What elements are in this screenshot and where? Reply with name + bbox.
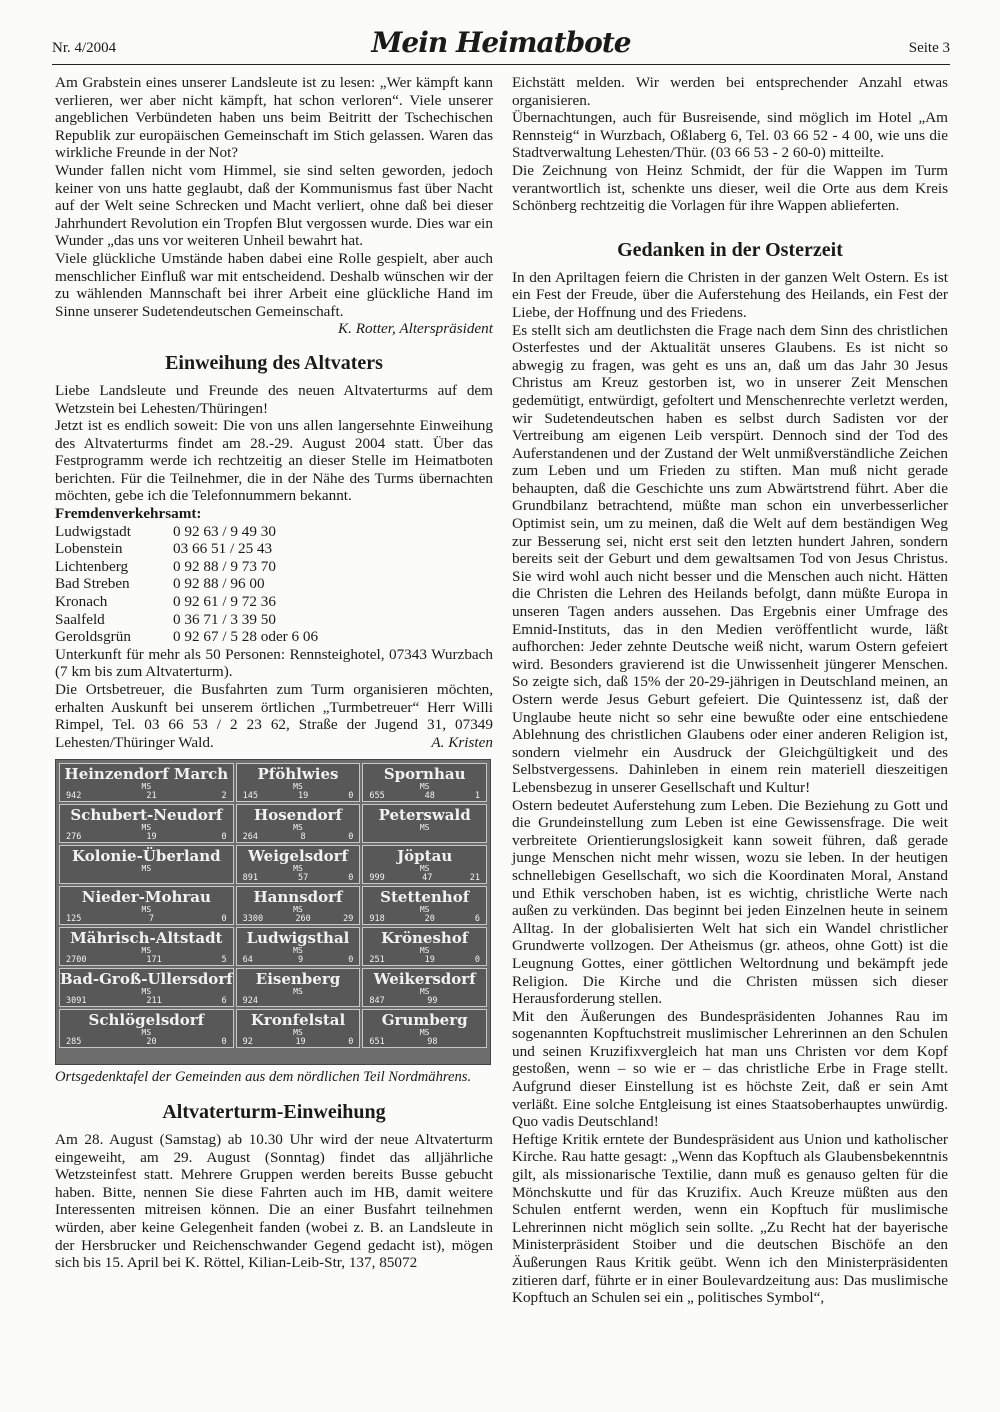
paragraph: Viele glückliche Umstände haben dabei eine Rolle gespielt, aber auch menschlicher Einfluß war mit entscheidend. Deshalb wünschen wir der zu wählenden Mannschaft bei ihrer Arbeit eine glückliche Hand im Sinne unserer Sudetendeutschen Gemeinschaft. [55, 249, 493, 320]
contact-row [55, 575, 318, 593]
plaque-sign [59, 968, 234, 1007]
sign-number: 251 [369, 955, 385, 966]
sign-number: 19 [146, 832, 157, 843]
plaque-sign [59, 886, 234, 925]
sign-number: 20 [146, 1037, 157, 1048]
sign-number: 0 [348, 832, 354, 843]
sign-number: 7 [148, 914, 155, 925]
village-name: Schlögelsdorf [88, 1011, 205, 1030]
contact-row [55, 558, 318, 576]
sign-numbers [237, 832, 360, 842]
issue-number: Nr. 4/2004 [52, 40, 117, 56]
sign-numbers [237, 996, 360, 1006]
paragraph: Heftige Kritik erntete der Bundespräsident aus Union und katholischer Kirche. Rau hatte gesagt: „Wenn das Kopftuch als Glaubensbekenntnis gilt, als missionarische Textilie, dann muß es genauso gelten für die Mönchskutte und für das Kruzifix. Auch Kreuze müßten aus den Schulen entfernt werden, wenn ein Kopftuch für muslimische Lehrerinnen nicht möglich sein sollte. „Zu Recht hat der bayerische Ministerpräsident Stoiber und die deutschen Bischöfe an den Äußerungen Raus Kritik geübt. Wenn ich den Ministerpräsidenten zitieren darf, führte er in einer Boulevardzeitung aus: Das muslimische Kopftuch an Schulen sei ein „ politisches Symbol“, [512, 1130, 948, 1307]
sign-number: 92 [242, 1037, 253, 1048]
contact-phone: 0 92 61 / 9 72 36 [173, 593, 276, 611]
plaque-sign [236, 927, 361, 966]
plaque-sign [59, 804, 234, 843]
village-name: Weigelsdorf [248, 847, 348, 866]
sign-number: 651 [369, 1037, 385, 1048]
sign-numbers [60, 914, 233, 924]
right-column [512, 74, 948, 1307]
sign-ms-label: MS [141, 905, 152, 915]
sign-number: 19 [295, 1037, 306, 1048]
sign-number: 19 [424, 955, 435, 966]
sign-number: 924 [242, 996, 259, 1007]
page-header [52, 28, 950, 65]
contact-phone: 0 92 63 / 9 49 30 [173, 522, 276, 540]
sign-ms-label: MS [293, 782, 303, 792]
plaque-sign [236, 1009, 361, 1048]
masthead-logo: Mein Heimatbote [371, 26, 631, 59]
paragraph: Liebe Landsleute und Freunde des neuen Altvaterturms auf dem Wetzstein bei Lehesten/Thüringen! [55, 381, 493, 417]
sign-ms-label: MS [419, 987, 430, 997]
contact-phone: 0 92 88 / 96 00 [173, 575, 265, 593]
plaque-sign [362, 845, 487, 884]
plaque-sign [362, 763, 487, 802]
sign-ms-label: MS [419, 823, 430, 833]
sign-number: 98 [427, 1037, 438, 1048]
village-name: Peterswald [378, 806, 471, 825]
sign-number: 57 [297, 873, 309, 884]
sign-number: 0 [221, 832, 227, 843]
village-name: Kröneshof [381, 929, 469, 948]
sign-number: 99 [427, 996, 438, 1007]
sign-number: 264 [242, 832, 259, 843]
sign-number: 847 [369, 996, 385, 1007]
sign-number: 171 [146, 955, 162, 966]
sign-number: 260 [295, 914, 311, 925]
plaque-sign [362, 968, 487, 1007]
sign-number: 0 [221, 914, 227, 925]
sign-numbers [60, 791, 233, 801]
sign-ms-label: MS [419, 864, 430, 874]
contact-place: Saalfeld [55, 610, 105, 628]
sign-number: 2 [221, 791, 227, 802]
contact-place: Ludwigstadt [55, 522, 131, 540]
plaque-sign [236, 804, 361, 843]
village-name: Spornhau [383, 765, 466, 784]
sign-number: 64 [242, 955, 253, 966]
paragraph: Es stellt sich am deutlichsten die Frage nach dem Sinn des christlichen Osterfestes und der Aktualität unseres Glaubens. Es ist nicht so abwegig zu fragen, was geht es uns an, daß um das Jahr 30 Jesus Christus am Kreuz gestorben ist, wo in unserer Zeit Menschen gedemütigt, entwürdigt, gefoltert und Menschenrechte verletzt werden, wir Sudetendeutschen haben es selbst durch Sadisten vor der Vertreibung am eigenen Leib verspürt. Dennoch sind der Tod des Auferstandenen und der Zustand der Welt unmißverständliche Zeichen zum Leben und um Frieden zu stiften. Man muß nicht gerade behaupten, daß die Geschichte uns zum Abwärtstrend führt. Aber die Grundbilanz betrachtend, müßte man schon ein unverbesserlicher Optimist sein, um zu meinen, daß die Welt auf dem beständigen Weg zur Besserung sei, nicht erst seit den letzten hundert Jahren, sondern bereits seit der Geburt und dem gewaltsamen Tod von Jesus Christus. Sie wird wohl auch nicht besser und die Menschen auch nicht. Hätten die Christen die Lehren des Heilands befolgt, dann müßte Europa in unseren Tagen anders aussehen. Das Ergebnis einer Umfrage des Emnid-Instituts, das in den Medien veröffentlicht wurde, läßt aufhorchen: Jeder zehnte Deutsche weiß nicht, warum Ostern gefeiert wird. Besonders gravierend ist die Unwissenheit jüngerer Menschen. So zeigte sich, daß 15% der 20-29-jährigen in Deutschland meinen, an Ostern werde Jesus Geburt gefeiert. Die Quintessenz ist, daß der Unglaube heute nicht so sehr eine bewußte oder eine entschiedene Ablehnung des christlichen Glaubens oder einer anderen Religion ist, sondern vielmehr ein Ausdruck der Gleichgültigkeit und des Selbstvergessens. Dahinleben in einem rein materiell dieszeitigen Lebensbezug in unserer Gesellschaft und Kultur! [512, 321, 948, 796]
village-name: Grumberg [381, 1011, 468, 1030]
plaque-sign [362, 886, 487, 925]
plaque-sign [236, 968, 361, 1007]
sign-number: 0 [348, 955, 354, 966]
sign-number: 125 [66, 914, 82, 925]
contact-phone: 0 92 88 / 9 73 70 [173, 557, 276, 575]
sign-number: 21 [469, 873, 480, 884]
sign-number: 211 [146, 996, 162, 1007]
sign-numbers [237, 873, 360, 883]
sign-numbers [237, 955, 360, 965]
sign-number: 918 [369, 914, 385, 925]
sign-number: 19 [297, 791, 309, 802]
plaque-sign [59, 763, 234, 802]
contact-place: Kronach [55, 593, 108, 611]
contact-phone: 0 92 67 / 5 28 oder 6 06 [173, 628, 319, 646]
sign-numbers [60, 1037, 233, 1047]
paragraph: Übernachtungen, auch für Busreisende, sind möglich im Hotel „Am Rennsteig“ in Wurzbach, Oßlaberg 6, Tel. 03 66 52 - 4 00, wie uns die Stadtverwaltung Lehesten/Thür. (03 66 53 - 2 60-0) mitteilte. [512, 109, 948, 162]
sign-number: 3091 [66, 996, 87, 1007]
village-name: Ludwigsthal [246, 929, 350, 948]
sign-number: 0 [348, 791, 354, 802]
plaque-sign [236, 763, 361, 802]
sign-ms-label: MS [141, 823, 152, 833]
left-column [55, 74, 493, 1272]
plaque-sign [59, 927, 234, 966]
contact-row [55, 523, 318, 541]
village-name: Bad-Groß-Ullersdorf [60, 970, 233, 989]
photo-caption: Ortsgedenktafel der Gemeinden aus dem nördlichen Teil Nordmährens. [55, 1069, 472, 1086]
sign-numbers [363, 873, 486, 883]
contact-place: Lobenstein [55, 540, 123, 558]
paragraph: Jetzt ist es endlich soweit: Die von uns allen langersehnte Einweihung des Altvaterturms findet am 28.-29. August 2004 statt. Über das Festprogramm werde ich rechtzeitig an dieser Stelle im Heimatboten berichten. Für die Teilnehmer, die in der Nähe des Turms übernachten möchten, gebe ich die Telefonnummern bekannt. [55, 417, 493, 505]
sign-ms-label: MS [293, 905, 303, 915]
sign-numbers [60, 832, 233, 842]
sign-ms-label: MS [419, 1028, 430, 1038]
sign-number: 0 [221, 1037, 227, 1048]
sign-ms-label: MS [293, 823, 303, 833]
contact-place: Geroldsgrün [55, 628, 131, 646]
contacts-title: Fremdenverkehrsamt: [55, 505, 202, 523]
sign-number: 3300 [242, 914, 264, 925]
contact-row [55, 628, 318, 646]
heading-einweihung: Einweihung des Altvaters [165, 351, 383, 374]
sign-number: 9 [298, 955, 304, 966]
plaque-sign [59, 845, 234, 884]
sign-number: 145 [242, 791, 259, 802]
contact-row [55, 593, 318, 611]
sign-number: 48 [424, 791, 435, 802]
sign-number: 891 [242, 873, 259, 884]
heading-osterzeit: Gedanken in der Osterzeit [617, 238, 843, 261]
page-number: Seite 3 [908, 40, 950, 56]
village-name: Pföhlwies [257, 765, 339, 784]
sign-number: 47 [422, 873, 433, 884]
contact-place: Lichtenberg [55, 557, 129, 575]
paragraph: Wunder fallen nicht vom Himmel, sie sind selten geworden, jedoch keiner von uns hatte geglaubt, daß der Kommunismus fast über Nacht auf der Welt seine Schrecken und Macht verliert, ohne daß bei dieser Jahrhundert Revolution ein Tropfen Blut vergossen wurde. Dies war ein Wunder „das uns vor weiteren Unheil bewahrt hat. [55, 161, 493, 250]
village-name: Hosendorf [254, 806, 342, 825]
sign-ms-label: MS [141, 987, 152, 997]
sign-numbers [60, 996, 233, 1006]
signature: A. Kristen [431, 733, 493, 751]
plaque-sign [59, 1009, 234, 1048]
sign-number: 20 [424, 914, 435, 925]
signature: K. Rotter, Alterspräsident [338, 320, 493, 338]
sign-ms-label: MS [141, 864, 152, 874]
sign-number: 2700 [66, 955, 87, 966]
village-name: Nieder-Mohrau [81, 888, 211, 907]
sign-ms-label: MS [419, 905, 430, 915]
sign-number: 942 [66, 791, 82, 802]
sign-number: 0 [348, 1037, 354, 1048]
plaque-sign [236, 886, 361, 925]
paragraph: Eichstätt melden. Wir werden bei entsprechender Anzahl etwas organisieren. [512, 74, 948, 109]
contact-phone: 03 66 51 / 25 43 [173, 540, 273, 558]
sign-ms-label: MS [293, 1028, 303, 1038]
plaque-sign [362, 804, 487, 843]
sign-numbers [363, 914, 486, 924]
sign-numbers [363, 996, 486, 1006]
village-name: Heinzendorf March [64, 765, 229, 784]
plaque-sign [236, 845, 361, 884]
village-name: Kolonie-Überland [72, 847, 221, 866]
contact-phone: 0 36 71 / 3 39 50 [173, 610, 276, 628]
plaque-sign [362, 1009, 487, 1048]
village-name: Eisenberg [255, 970, 341, 989]
village-name: Weikersdorf [373, 970, 476, 989]
sign-number: 655 [369, 791, 385, 802]
contact-row [55, 611, 318, 629]
sign-numbers [363, 955, 486, 965]
plaque-sign [362, 927, 487, 966]
sign-number: 21 [146, 791, 157, 802]
contacts-table [55, 523, 318, 646]
sign-ms-label: MS [419, 946, 430, 956]
contact-place: Bad Streben [55, 575, 130, 593]
paragraph: Mit den Äußerungen des Bundespräsidenten Johannes Rau im sogenannten Kopftuchstreit muslimischer Lehrerinnen an den Schulen und seinen Kruzifixvergleich hat man uns Christen vor dem Kopf gestoßen, wenn – so wie er – das christliche Erbe in Frage stellt. Aufgrund dieser Einstellung ist es höchste Zeit, daß er sein Amt verläßt. Eine solche Entgleisung ist eines Staatsoberhauptes unwürdig. Quo vadis Deutschland! [512, 1007, 948, 1131]
heading-altvaterturm: Altvaterturm-Einweihung [162, 1100, 386, 1123]
sign-number: 6 [221, 996, 227, 1007]
contact-row [55, 540, 318, 558]
sign-number: 0 [348, 873, 354, 884]
village-name: Hannsdorf [253, 888, 343, 907]
sign-ms-label: MS [419, 782, 430, 792]
sign-number: 6 [474, 914, 480, 925]
sign-ms-label: MS [293, 987, 303, 997]
paragraph: In den Apriltagen feiern die Christen in der ganzen Welt Ostern. Es ist ein Fest der Freude, über die Auferstehung des Heilands, ein Fest der Liebe, der Hoffnung und des Friedens. [512, 268, 948, 321]
sign-ms-label: MS [141, 1028, 152, 1038]
sign-numbers [237, 914, 360, 924]
paragraph: Am Grabstein eines unserer Landsleute ist zu lesen: „Wer kämpft kann verlieren, wer aber nicht kämpft, hat schon verloren“. Viele unserer angeblichen Verbündeten haben uns beim Beitritt der Tschechischen Republik zur europäischen Gemeinschaft im Stich gelassen. Waren das wirkliche Freunde in der Not? [55, 74, 493, 162]
sign-ms-label: MS [141, 946, 152, 956]
sign-number: 0 [474, 955, 480, 966]
sign-ms-label: MS [293, 946, 303, 956]
sign-numbers [237, 791, 360, 801]
sign-ms-label: MS [141, 782, 152, 792]
sign-number: 285 [66, 1037, 82, 1048]
village-name: Kronfelstal [250, 1011, 346, 1030]
sign-number: 1 [474, 791, 480, 802]
memorial-plaque-photo [55, 759, 491, 1065]
sign-numbers [237, 1037, 360, 1047]
sign-number: 276 [66, 832, 82, 843]
paragraph: Die Ortsbetreuer, die Busfahrten zum Turm organisieren möchten, erhalten Auskunft bei unserem örtlichen „Turmbetreuer“ Herr Willi Rimpel, Tel. 03 66 53 / 2 23 62, Straße der Jugend 31, 07349 Lehesten/Thüringer Wald. A. Kristen [55, 681, 493, 751]
sign-numbers [60, 955, 233, 965]
sign-number: 999 [369, 873, 385, 884]
village-name: Mährisch-Altstadt [70, 929, 223, 948]
paragraph: Ostern bedeutet Auferstehung zum Leben. Die Beziehung zu Gott und die Grundeinstellung zum Leben ist eine Gewissensfrage. Die weit verbreitete Orientierungslosigkeit kann soweit führen, daß gerade junge Menschen nicht mehr wissen, wozu sie leben. In der heutigen schnellebigen Gesellschaft, wo sich die Koordinaten Moral, Anstand und Ethik verschoben haben, ist es wichtig, christliche Werte nach außen zu verkünden. Das beginnt bei jeden Einzelnen heute in seinem Alltag. In der globalisierten Welt hat sich ein Wandel christlicher Grundwerte vollzogen. Der Atheismus (gr. atheos, ohne Gott) ist die Leugnung Gottes, einer göttlichen Weltordnung und bekämpft jede Religion. Die Kirche und die Christen müssen sich dieser Herausforderung stellen. [512, 796, 948, 1008]
village-name: Schubert-Neudorf [70, 806, 223, 825]
sign-number: 8 [300, 832, 306, 843]
sign-number: 5 [221, 955, 227, 966]
village-name: Jöptau [397, 847, 453, 866]
village-name: Stettenhof [380, 888, 470, 907]
sign-number: 29 [343, 914, 354, 925]
paragraph: Die Zeichnung von Heinz Schmidt, der für die Wappen im Turm verantwortlich ist, schenkte uns dieser, weil die Orte aus dem Kreis Schönberg rechtzeitig die Vorlagen für ihre Wappen ablieferten. [512, 161, 948, 215]
sign-numbers [363, 1037, 486, 1047]
paragraph: Am 28. August (Samstag) ab 10.30 Uhr wird der neue Altvaterturm eingeweiht, am 29. August (Sonntag) findet das alljährliche Wetzsteinfest statt. Mehrere Gruppen werden bereits Busse gebucht haben. Bitte, nennen Sie diese Fahrten auch im HB, damit weitere Interessenten mitreisen können. Die an einer Busfahrt teilnehmen würden, aber keine Gelegenheit fanden (wobei z. B. an Landsleute in der Hersbrucker und Reichenschwander Gegend gedacht ist), mögen sich bis 15. April bei K. Röttel, Kilian-Leib-Str, 137, 85072 [55, 1130, 493, 1272]
sign-numbers [363, 791, 486, 801]
paragraph: Unterkunft für mehr als 50 Personen: Rennsteighotel, 07343 Wurzbach (7 km bis zum Altvaterturm). [55, 645, 493, 681]
sign-ms-label: MS [293, 864, 303, 874]
